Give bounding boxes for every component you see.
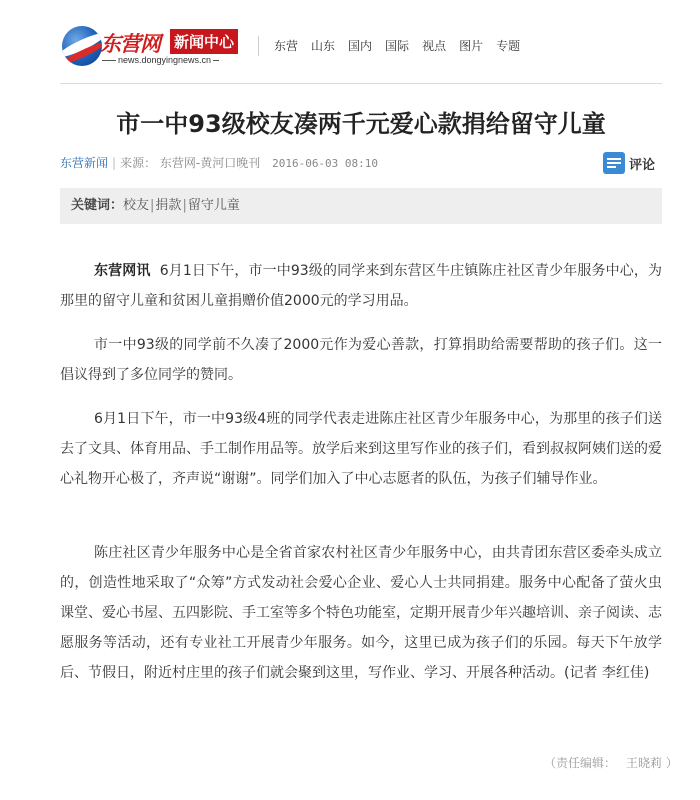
site-logo[interactable] — [62, 26, 247, 70]
article-paragraph: 陈庄社区青少年服务中心是全省首家农村社区青少年服务中心，由共青团东营区委牵头成立的，创造性地采取了“众筹”方式发动社会爱心企业、爱心人士共同捐建。服务中心配备了萤火虫课堂、爱心书屋、五四影院、手工室等多个特色功能室，定期开展青少年兴趣培训、亲子阅读、志愿服务等活动，还有专业社工开展青少年服务。如今，这里已成为孩子们的乐园。每天下午放学后、节假日，附近村庄里的孩子们就会聚到这里，写作业、学习、开展各种活动。(记者 李红佳) — [60, 545, 662, 681]
nav-item-shandong[interactable]: 山东 — [311, 39, 336, 53]
nav-item-international[interactable]: 国际 — [385, 39, 410, 53]
article-paragraph — [60, 256, 662, 316]
keywords-box — [60, 188, 662, 224]
publish-datetime: 2016-06-03 08:10 — [272, 157, 379, 170]
site-header — [0, 0, 700, 82]
comment-button[interactable] — [603, 151, 655, 175]
nav-item-viewpoint[interactable]: 视点 — [422, 39, 447, 53]
logo-badge: 新闻中心 — [170, 29, 238, 54]
logo-text: 东营网 — [100, 31, 160, 56]
keyword-separator: | — [150, 198, 155, 213]
editor-label: （责任编辑： — [544, 756, 617, 770]
logo-globe-icon — [62, 26, 102, 66]
nav-divider — [258, 36, 259, 56]
main-nav — [274, 38, 533, 54]
keyword-separator: | — [182, 198, 187, 213]
responsible-editor — [544, 754, 678, 771]
paragraph-text: 6月1日下午，市一中93级的同学来到东营区牛庄镇陈庄社区青少年服务中心，为那里的留守儿童和贫困儿童捐赠价值2000元的学习用品。 — [60, 263, 663, 309]
editor-name: 王晓莉 ） — [626, 756, 678, 770]
source-name: 东营网-黄河口晚刊 — [159, 156, 261, 170]
comment-icon — [603, 152, 625, 174]
keywords-label: 关键词： — [71, 198, 124, 213]
keyword-link[interactable]: 捐款 — [155, 198, 182, 213]
meta-separator: | — [112, 156, 117, 170]
comment-label: 评论 — [629, 157, 656, 173]
header-divider — [60, 83, 662, 84]
keyword-link[interactable]: 留守儿童 — [187, 198, 240, 213]
nav-item-domestic[interactable]: 国内 — [348, 39, 373, 53]
nav-item-dongying[interactable]: 东营 — [274, 39, 299, 53]
section-link[interactable]: 东营新闻 — [60, 156, 109, 170]
article-paragraph: 6月1日下午，市一中93级4班的同学代表走进陈庄社区青少年服务中心，为那里的孩子们送去了文具、体育用品、手工制作用品等。放学后来到这里写作业的孩子们，看到叔叔阿姨们送的爱心礼物开心极了，齐声说“谢谢”。同学们加入了中心志愿者的队伍，为孩子们辅导作业。 — [60, 411, 662, 487]
nav-item-pictures[interactable]: 图片 — [459, 39, 484, 53]
dateline: 东营网讯 — [94, 263, 151, 279]
article-title: 市一中93级校友凑两千元爱心款捐给留守儿童 — [116, 110, 606, 138]
keyword-link[interactable]: 校友 — [123, 198, 150, 213]
logo-url: news.dongyingnews.cn — [102, 55, 249, 65]
article-paragraph: 市一中93级的同学前不久凑了2000元作为爱心善款，打算捐助给需要帮助的孩子们。这一倡议得到了多位同学的赞同。 — [60, 337, 662, 383]
nav-item-topics[interactable]: 专题 — [496, 39, 521, 53]
source-label: 来源： — [120, 156, 157, 170]
article-meta — [60, 155, 378, 171]
